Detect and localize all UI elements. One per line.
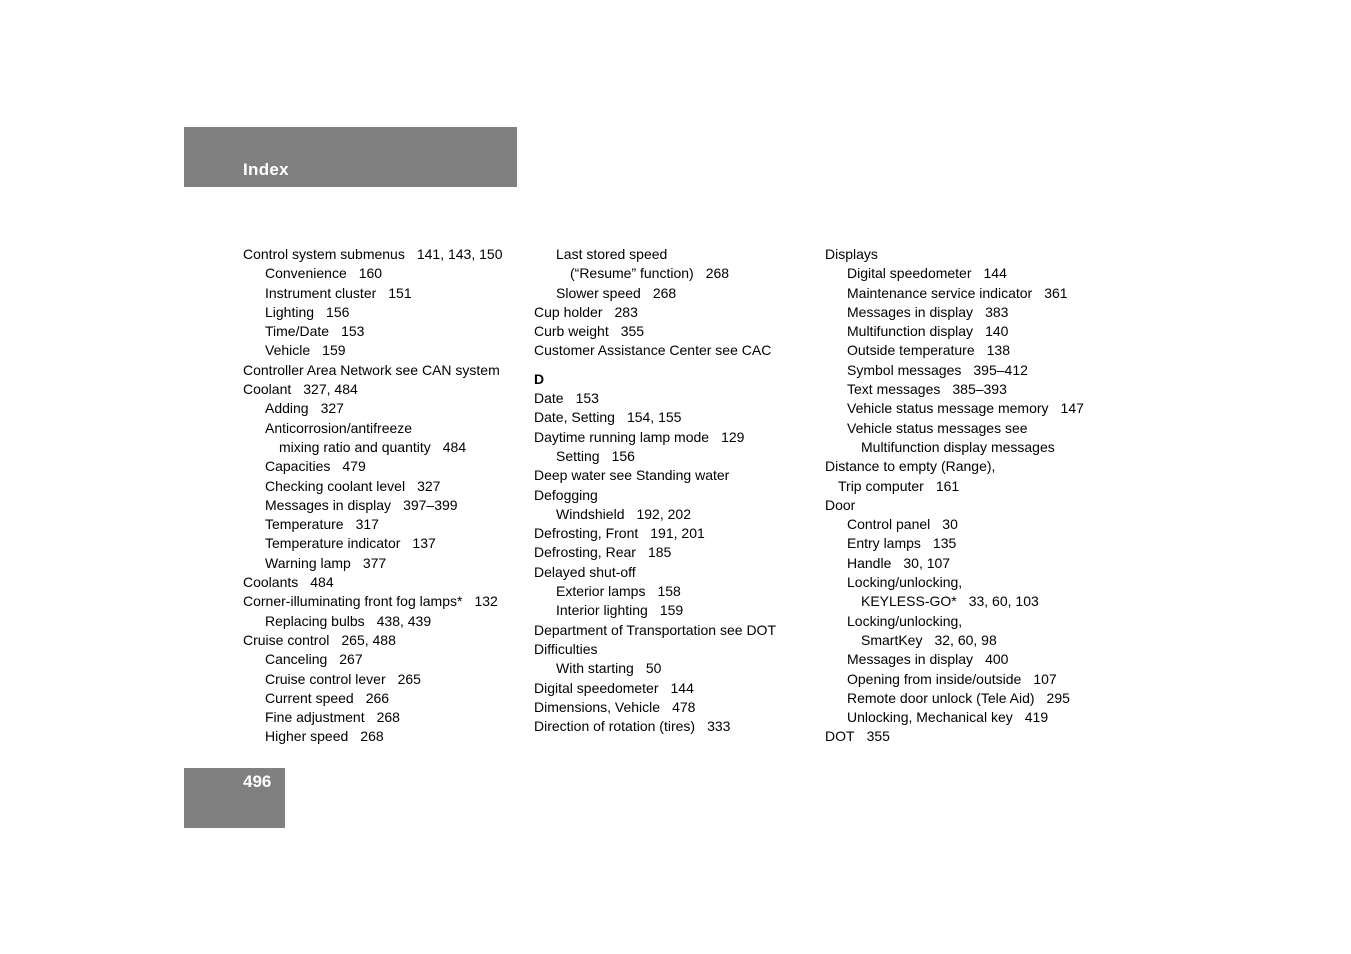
index-term: Temperature indicator xyxy=(265,535,401,552)
index-term: Canceling xyxy=(265,651,328,668)
index-entry xyxy=(534,717,824,736)
index-entry xyxy=(243,631,528,650)
index-letter-heading xyxy=(534,370,824,389)
index-term: Cruise control xyxy=(243,631,330,648)
index-column-3 xyxy=(825,245,1115,747)
index-entry xyxy=(243,245,528,264)
index-entry xyxy=(825,612,1115,631)
index-page-ref: 140 xyxy=(985,323,1009,340)
index-entry xyxy=(534,505,824,524)
index-entry xyxy=(534,640,824,659)
index-term: Higher speed xyxy=(265,728,349,745)
index-term: mixing ratio and quantity xyxy=(279,438,431,455)
index-term: Locking/unlocking, xyxy=(847,612,963,629)
index-term: Anticorrosion/antifreeze xyxy=(265,419,413,436)
index-entry xyxy=(243,477,528,496)
index-term: KEYLESS-GO* xyxy=(861,593,957,610)
index-page-ref: 135 xyxy=(932,535,957,552)
index-term: Control panel xyxy=(847,516,931,533)
index-page-ref: 267 xyxy=(339,651,363,668)
index-term: Defrosting, Front xyxy=(534,525,639,542)
index-term: Multifunction display messages xyxy=(861,438,1055,455)
index-entry xyxy=(243,496,528,515)
index-entry xyxy=(534,698,824,717)
index-term: Remote door unlock (Tele Aid) xyxy=(847,689,1035,706)
index-page-ref: 138 xyxy=(986,342,1010,359)
index-page-ref: 333 xyxy=(707,718,731,735)
index-page-ref: 156 xyxy=(326,303,350,320)
index-entry xyxy=(534,408,824,427)
index-page-ref: 268 xyxy=(360,728,384,745)
index-term: Trip computer xyxy=(838,477,924,494)
index-entry xyxy=(534,543,824,562)
index-page-ref: 147 xyxy=(1060,400,1084,417)
index-page-ref: 327 xyxy=(417,477,441,494)
index-page-ref: 295 xyxy=(1046,689,1070,706)
index-page-ref: 383 xyxy=(985,303,1009,320)
index-entry xyxy=(243,284,528,303)
index-term: Curb weight xyxy=(534,323,609,340)
index-entry xyxy=(825,438,1115,457)
index-entry xyxy=(825,341,1115,360)
index-term: Defrosting, Rear xyxy=(534,544,636,561)
index-page-ref: 355 xyxy=(620,323,645,340)
index-entry xyxy=(243,727,528,746)
index-term: Adding xyxy=(265,400,309,417)
index-term: Last stored speed xyxy=(556,246,668,262)
index-page-ref: 265, 488 xyxy=(341,631,396,648)
index-entry xyxy=(243,419,528,438)
index-entry xyxy=(534,659,824,678)
index-entry xyxy=(825,245,1115,264)
index-term: Control system submenus xyxy=(243,246,405,262)
page-number-tab xyxy=(184,768,285,828)
index-page-ref: 397–399 xyxy=(403,496,458,513)
index-page-ref: 419 xyxy=(1024,709,1049,726)
index-entry xyxy=(534,582,824,601)
index-entry xyxy=(825,399,1115,418)
index-entry xyxy=(243,534,528,553)
index-term: Date xyxy=(534,390,564,407)
index-entry xyxy=(243,380,528,399)
index-page-ref: 317 xyxy=(355,516,379,533)
index-term: Setting xyxy=(556,447,600,464)
index-term: Messages in display xyxy=(847,303,974,320)
index-term: Cup holder xyxy=(534,303,603,320)
index-entry xyxy=(825,592,1115,611)
index-term: Digital speedometer xyxy=(534,679,659,696)
index-page-ref: 283 xyxy=(614,303,638,320)
index-term: Delayed shut-off xyxy=(534,563,636,580)
index-entry xyxy=(243,457,528,476)
index-term: Distance to empty (Range), xyxy=(825,458,996,475)
index-entry xyxy=(825,515,1115,534)
index-page-ref: 400 xyxy=(985,651,1009,668)
index-page-ref: 33, 60, 103 xyxy=(968,593,1039,610)
index-page-ref: 144 xyxy=(670,679,694,696)
index-page-ref: 154, 155 xyxy=(626,409,682,426)
index-page-ref: 438, 439 xyxy=(376,612,432,629)
index-term: Warning lamp xyxy=(265,554,351,571)
index-term: Convenience xyxy=(265,265,347,282)
index-entry xyxy=(825,708,1115,727)
index-entry xyxy=(243,341,528,360)
index-term: Vehicle status messages see xyxy=(847,419,1028,436)
index-page-ref: 161 xyxy=(935,477,960,494)
index-entry xyxy=(243,399,528,418)
index-page-ref: 153 xyxy=(575,390,599,407)
index-entry xyxy=(243,650,528,669)
index-page-ref: 137 xyxy=(412,535,436,552)
index-entry xyxy=(243,670,528,689)
index-term: Defogging xyxy=(534,486,598,503)
index-term: Entry lamps xyxy=(847,535,921,552)
index-page-ref: 160 xyxy=(358,265,383,282)
index-entry xyxy=(534,679,824,698)
index-term: Windshield xyxy=(556,505,625,522)
index-entry xyxy=(243,264,528,283)
index-entry xyxy=(534,389,824,408)
index-entry xyxy=(243,573,528,592)
index-term: Exterior lamps xyxy=(556,583,646,600)
index-term: SmartKey xyxy=(861,631,923,648)
index-term: Controller Area Network see CAN system xyxy=(243,361,500,378)
index-entry xyxy=(825,419,1115,438)
section-title: Index xyxy=(243,160,289,179)
index-header-bar xyxy=(184,127,517,187)
index-entry xyxy=(534,447,824,466)
index-term: Cruise control lever xyxy=(265,670,386,687)
page-number: 496 xyxy=(243,772,272,791)
index-entry xyxy=(825,534,1115,553)
index-entry xyxy=(825,380,1115,399)
index-entry xyxy=(534,486,824,505)
index-page-ref: 159 xyxy=(322,342,346,359)
index-column-2 xyxy=(534,245,824,736)
index-entry xyxy=(243,515,528,534)
index-entry xyxy=(243,438,528,457)
index-page-ref: 327 xyxy=(320,400,344,417)
index-term: Current speed xyxy=(265,689,354,706)
index-entry xyxy=(825,631,1115,650)
index-page-ref: 30 xyxy=(942,516,958,533)
index-term: Outside temperature xyxy=(847,342,975,359)
index-entry xyxy=(825,727,1115,746)
index-page-ref: 361 xyxy=(1044,284,1068,301)
index-term: Lighting xyxy=(265,303,315,320)
index-page-ref: 265 xyxy=(397,670,421,687)
index-term: Direction of rotation (tires) xyxy=(534,718,696,735)
index-term: Opening from inside/outside xyxy=(847,670,1022,687)
index-term: Difficulties xyxy=(534,640,598,657)
index-entry xyxy=(534,621,824,640)
index-term: Replacing bulbs xyxy=(265,612,365,629)
index-entry xyxy=(534,563,824,582)
index-page-ref: 156 xyxy=(611,447,635,464)
index-entry xyxy=(825,650,1115,669)
index-term: Dimensions, Vehicle xyxy=(534,698,661,715)
index-entry xyxy=(243,361,528,380)
index-page-ref: 268 xyxy=(705,265,730,282)
index-page-ref: 32, 60, 98 xyxy=(934,631,997,648)
index-term: With starting xyxy=(556,660,634,677)
index-term: Instrument cluster xyxy=(265,284,377,301)
index-page-ref: 151 xyxy=(388,284,412,301)
index-entry xyxy=(825,573,1115,592)
index-entry xyxy=(534,264,824,283)
index-page-ref: 191, 201 xyxy=(650,525,705,542)
index-term: Fine adjustment xyxy=(265,709,365,726)
index-term: Locking/unlocking, xyxy=(847,574,963,591)
index-entry xyxy=(825,457,1115,476)
index-page-ref: 107 xyxy=(1033,670,1057,687)
index-entry xyxy=(534,524,824,543)
index-term: Date, Setting xyxy=(534,409,615,426)
index-page-ref: 30, 107 xyxy=(903,554,951,571)
index-page-ref: 266 xyxy=(365,689,390,706)
index-entry xyxy=(243,303,528,322)
index-term: Vehicle xyxy=(265,342,311,359)
index-page-ref: 141, 143, 150 xyxy=(416,246,503,262)
index-column-1 xyxy=(243,245,528,747)
index-page-ref: 327, 484 xyxy=(303,381,358,398)
index-entry xyxy=(825,284,1115,303)
index-term: Temperature xyxy=(265,516,344,533)
index-entry xyxy=(243,322,528,341)
index-page-ref: 129 xyxy=(721,428,745,445)
index-term: Multifunction display xyxy=(847,323,974,340)
index-entry xyxy=(825,689,1115,708)
index-entry xyxy=(825,670,1115,689)
index-entry xyxy=(825,303,1115,322)
index-term: (“Resume” function) xyxy=(570,265,694,282)
index-term: Deep water see Standing water xyxy=(534,467,730,484)
index-page-ref: 478 xyxy=(672,698,696,715)
index-entry xyxy=(825,496,1115,515)
index-page-ref: 268 xyxy=(376,709,400,726)
index-term: Unlocking, Mechanical key xyxy=(847,709,1013,726)
index-page-ref: 159 xyxy=(659,602,684,619)
index-entry xyxy=(534,322,824,341)
index-term: Handle xyxy=(847,554,892,571)
index-page-ref: 377 xyxy=(362,554,387,571)
index-term: Slower speed xyxy=(556,284,641,301)
index-term: Coolants xyxy=(243,574,299,591)
index-page-ref: 132 xyxy=(474,593,498,610)
index-term: Customer Assistance Center see CAC xyxy=(534,342,772,359)
index-page-ref: 395–412 xyxy=(973,361,1028,378)
index-entry xyxy=(534,341,824,360)
index-page-ref: 355 xyxy=(866,728,890,745)
index-entry xyxy=(534,601,824,620)
index-term: Maintenance service indicator xyxy=(847,284,1033,301)
index-term: Symbol messages xyxy=(847,361,962,378)
index-entry xyxy=(243,554,528,573)
index-term: Door xyxy=(825,496,856,513)
index-page-ref: 192, 202 xyxy=(636,505,691,522)
index-entry xyxy=(534,428,824,447)
index-term: Messages in display xyxy=(847,651,974,668)
index-page-ref: 50 xyxy=(645,660,662,677)
index-term: Interior lighting xyxy=(556,602,648,619)
index-entry xyxy=(534,303,824,322)
index-page-ref: 153 xyxy=(341,323,365,340)
index-term: Displays xyxy=(825,246,878,262)
index-entry xyxy=(825,554,1115,573)
index-page-ref: 158 xyxy=(657,583,681,600)
index-entry xyxy=(825,477,1115,496)
index-term: DOT xyxy=(825,728,855,745)
index-page-ref: 484 xyxy=(310,574,334,591)
index-term: Daytime running lamp mode xyxy=(534,428,710,445)
index-term: Corner-illuminating front fog lamps* xyxy=(243,593,463,610)
index-page-ref: 268 xyxy=(652,284,677,301)
index-entry xyxy=(534,466,824,485)
index-page-ref: 185 xyxy=(647,544,672,561)
index-page-ref: 484 xyxy=(442,438,467,455)
index-entry xyxy=(534,284,824,303)
index-entry xyxy=(243,689,528,708)
index-term: Vehicle status message memory xyxy=(847,400,1049,417)
index-entry xyxy=(825,361,1115,380)
index-term: Time/Date xyxy=(265,323,330,340)
index-page-ref: 385–393 xyxy=(952,381,1007,398)
index-term: Messages in display xyxy=(265,496,392,513)
index-term: Capacities xyxy=(265,458,331,475)
index-term: Coolant xyxy=(243,381,292,398)
index-term: Department of Transportation see DOT xyxy=(534,621,776,638)
index-entry xyxy=(825,322,1115,341)
index-entry xyxy=(243,592,528,611)
index-page-ref: 479 xyxy=(342,458,366,475)
index-entry xyxy=(243,612,528,631)
index-term: Checking coolant level xyxy=(265,477,406,494)
index-entry xyxy=(243,708,528,727)
index-term: Text messages xyxy=(847,381,941,398)
index-entry xyxy=(825,264,1115,283)
index-term: D xyxy=(534,370,545,387)
index-page-ref: 144 xyxy=(983,265,1007,282)
index-entry xyxy=(534,245,824,264)
index-term: Digital speedometer xyxy=(847,265,972,282)
